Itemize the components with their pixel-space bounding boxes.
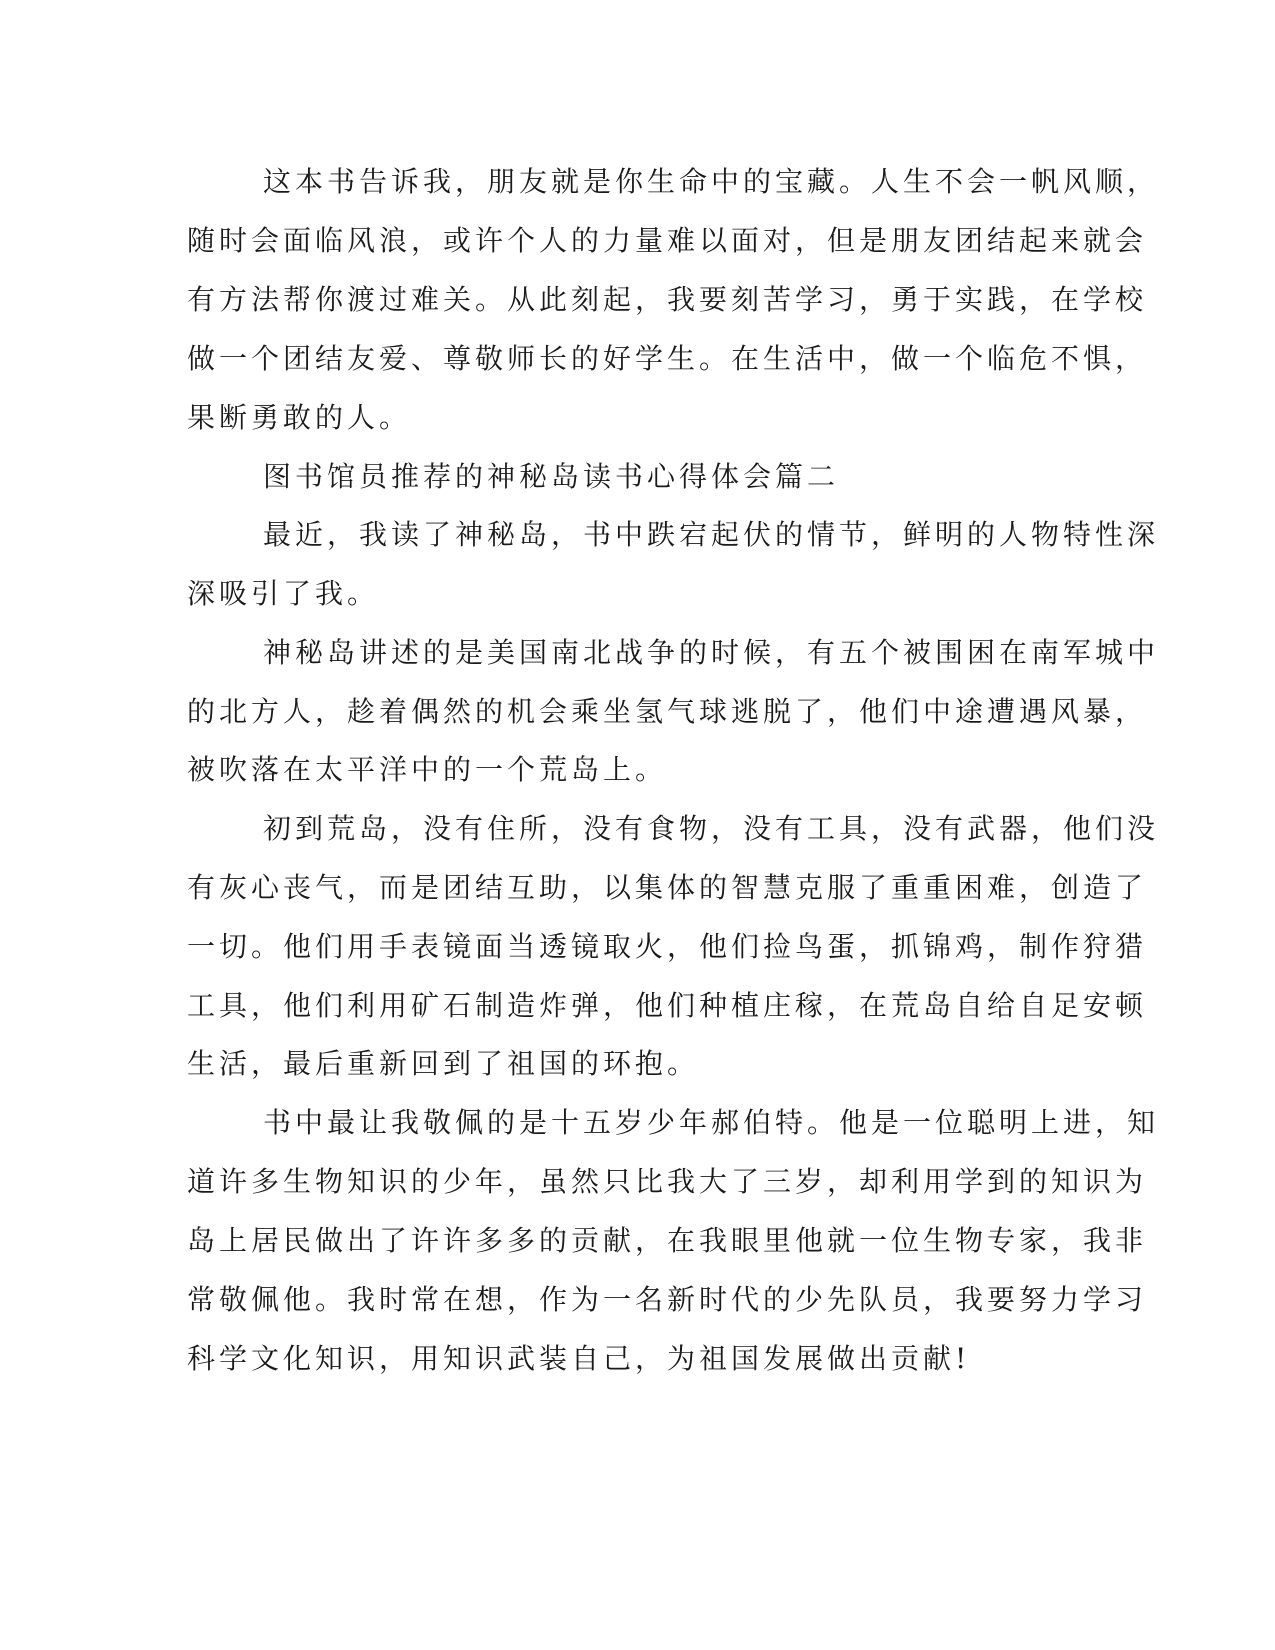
section-heading: 图书馆员推荐的神秘岛读书心得体会篇二 <box>263 460 840 493</box>
paragraph-line: 常敬佩他。我时常在想，作为一名新时代的少先队员，我要努力学习 <box>187 1283 1148 1316</box>
paragraph-line: 神秘岛讲述的是美国南北战争的时候，有五个被围困在南军城中 <box>263 636 1160 669</box>
paragraph-line: 做一个团结友爱、尊敬师长的好学生。在生活中，做一个临危不惧， <box>187 342 1148 375</box>
paragraph-line: 书中最让我敬佩的是十五岁少年郝伯特。他是一位聪明上进，知 <box>263 1106 1160 1139</box>
paragraph-line: 有灰心丧气，而是团结互助，以集体的智慧克服了重重困难，创造了 <box>187 871 1148 904</box>
paragraph-line: 科学文化知识，用知识武装自己，为祖国发展做出贡献! <box>187 1342 971 1375</box>
paragraph-line: 工具，他们利用矿石制造炸弹，他们种植庄稼，在荒岛自给自足安顿 <box>187 989 1148 1022</box>
paragraph-line: 生活，最后重新回到了祖国的环抱。 <box>187 1047 700 1080</box>
paragraph-line: 最近，我读了神秘岛，书中跌宕起伏的情节，鲜明的人物特性深 <box>263 518 1160 551</box>
paragraph-line: 随时会面临风浪，或许个人的力量难以面对，但是朋友团结起来就会 <box>187 224 1148 257</box>
paragraph-line: 初到荒岛，没有住所，没有食物，没有工具，没有武器，他们没 <box>263 812 1160 845</box>
paragraph-line: 一切。他们用手表镜面当透镜取火，他们捡鸟蛋，抓锦鸡，制作狩猎 <box>187 930 1148 963</box>
paragraph-line: 被吹落在太平洋中的一个荒岛上。 <box>187 753 668 786</box>
paragraph-line: 这本书告诉我，朋友就是你生命中的宝藏。人生不会一帆风顺， <box>263 165 1160 198</box>
paragraph-line: 深吸引了我。 <box>187 577 380 610</box>
paragraph-line: 岛上居民做出了许许多多的贡献，在我眼里他就一位生物专家，我非 <box>187 1224 1148 1257</box>
paragraph-line: 的北方人，趁着偶然的机会乘坐氢气球逃脱了，他们中途遭遇风暴， <box>187 695 1148 728</box>
paragraph-line: 有方法帮你渡过难关。从此刻起，我要刻苦学习，勇于实践，在学校 <box>187 283 1148 316</box>
paragraph-line: 道许多生物知识的少年，虽然只比我大了三岁，却利用学到的知识为 <box>187 1165 1148 1198</box>
paragraph-line: 果断勇敢的人。 <box>187 401 412 434</box>
